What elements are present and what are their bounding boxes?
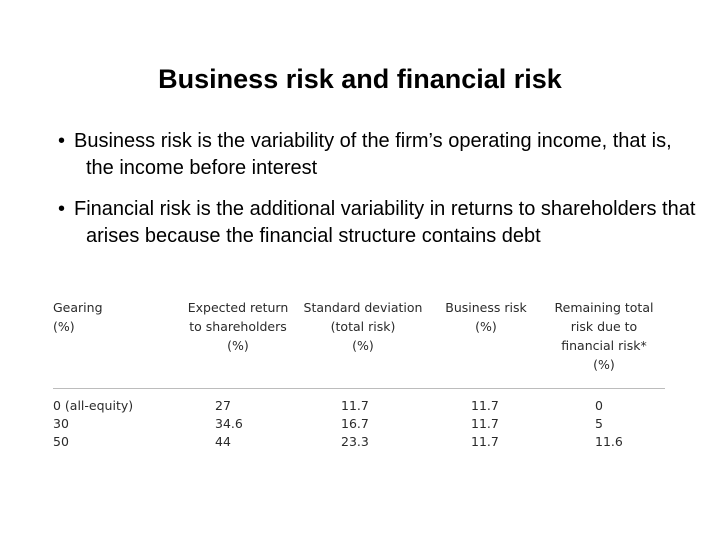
cell-expected-return: 27 (215, 398, 231, 413)
bullet-icon: • (58, 130, 66, 152)
bullet-icon: • (58, 198, 66, 220)
header-line: financial risk* (561, 338, 647, 353)
cell-remaining-risk: 11.6 (595, 434, 623, 449)
header-line: (%) (352, 338, 374, 353)
cell-gearing: 50 (53, 434, 69, 449)
cell-standard-deviation: 16.7 (341, 416, 369, 431)
header-line: Expected return (187, 300, 289, 315)
header-line: (%) (53, 319, 75, 334)
cell-standard-deviation: 11.7 (341, 398, 369, 413)
table-row (53, 389, 665, 416)
bullet-text-business-risk: Business risk is the variability of the firm’s operating income, that is, the income before interest (74, 130, 672, 179)
header-row (53, 296, 665, 389)
cell-expected-return: 34.6 (215, 416, 243, 431)
header-remaining-risk (543, 296, 665, 389)
risk-table-container (53, 296, 665, 451)
header-line: risk due to (570, 319, 638, 334)
header-line: Business risk (445, 300, 527, 315)
bullet-item (58, 196, 698, 250)
header-gearing (53, 296, 179, 389)
cell-remaining-risk: 0 (595, 398, 603, 413)
header-line: (%) (593, 357, 615, 372)
table-row (53, 433, 665, 451)
cell-business-risk: 11.7 (471, 398, 499, 413)
header-line: (%) (227, 338, 249, 353)
bullet-item (58, 128, 698, 182)
bullet-text-financial-risk: Financial risk is the additional variability in returns to shareholders that arises because the financial structure contains debt (74, 198, 696, 247)
cell-expected-return: 44 (215, 434, 231, 449)
bullet-list (58, 128, 698, 264)
cell-standard-deviation: 23.3 (341, 434, 369, 449)
risk-table (53, 296, 665, 451)
cell-gearing: 30 (53, 416, 69, 431)
header-expected-return (179, 296, 297, 389)
header-standard-deviation (297, 296, 429, 389)
header-business-risk (429, 296, 543, 389)
header-line: (%) (475, 319, 497, 334)
header-line: (total risk) (330, 319, 396, 334)
slide-title: Business risk and financial risk (158, 64, 562, 94)
table-body (53, 389, 665, 452)
cell-gearing: 0 (all-equity) (53, 398, 134, 413)
header-line: Gearing (53, 300, 103, 315)
cell-remaining-risk: 5 (595, 416, 603, 431)
cell-business-risk: 11.7 (471, 416, 499, 431)
header-line: Remaining total (554, 300, 654, 315)
header-line: to shareholders (189, 319, 287, 334)
table-row (53, 415, 665, 433)
cell-business-risk: 11.7 (471, 434, 499, 449)
header-line: Standard deviation (303, 300, 423, 315)
table-header (53, 296, 665, 389)
